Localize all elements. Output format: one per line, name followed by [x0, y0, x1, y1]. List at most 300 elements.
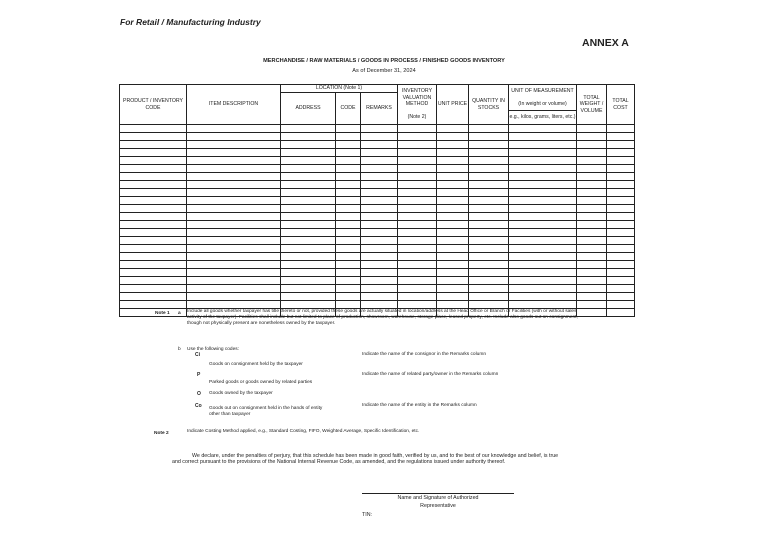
table-cell	[469, 245, 509, 253]
table-cell	[398, 253, 437, 261]
table-row	[120, 141, 635, 149]
table-cell	[336, 277, 361, 285]
table-cell	[281, 141, 336, 149]
table-cell	[607, 205, 635, 213]
table-cell	[577, 237, 607, 245]
table-cell	[361, 253, 398, 261]
table-cell	[398, 133, 437, 141]
table-cell	[469, 149, 509, 157]
table-cell	[577, 261, 607, 269]
table-cell	[607, 229, 635, 237]
table-cell	[361, 221, 398, 229]
table-cell	[398, 141, 437, 149]
col-header-uom-example: e.g., kilos, grams, liters, etc.)	[509, 111, 577, 125]
table-cell	[361, 229, 398, 237]
table-cell	[607, 149, 635, 157]
table-row	[120, 245, 635, 253]
table-row	[120, 277, 635, 285]
table-cell	[607, 141, 635, 149]
declaration-line1: We declare, under the penalties of perjury, that this schedule has been made in good faith, verified by us, and to the best of our knowledge and belief, is true	[192, 453, 559, 459]
table-cell	[509, 269, 577, 277]
table-cell	[398, 245, 437, 253]
table-cell	[187, 269, 281, 277]
table-cell	[398, 165, 437, 173]
code-ci: Ci	[195, 352, 200, 358]
table-cell	[398, 229, 437, 237]
table-cell	[437, 293, 469, 301]
table-cell	[607, 181, 635, 189]
table-cell	[469, 205, 509, 213]
table-cell	[120, 213, 187, 221]
table-cell	[120, 157, 187, 165]
table-cell	[120, 293, 187, 301]
col-header-quantity: QUANTITY IN STOCKS	[469, 85, 509, 125]
code-p-desc: Parked goods or goods owned by related parties	[209, 380, 313, 385]
table-cell	[281, 173, 336, 181]
table-cell	[336, 213, 361, 221]
table-cell	[469, 269, 509, 277]
table-cell	[437, 245, 469, 253]
code-ci-desc: Goods on consignment held by the taxpayer	[209, 362, 303, 367]
table-cell	[361, 181, 398, 189]
table-row	[120, 189, 635, 197]
table-row	[120, 301, 635, 309]
table-cell	[281, 301, 336, 309]
table-cell	[120, 253, 187, 261]
table-cell	[361, 157, 398, 165]
table-cell	[281, 165, 336, 173]
table-row	[120, 293, 635, 301]
table-cell	[509, 261, 577, 269]
table-cell	[336, 173, 361, 181]
table-cell	[281, 149, 336, 157]
table-row	[120, 165, 635, 173]
table-cell	[509, 197, 577, 205]
table-cell	[336, 301, 361, 309]
table-cell	[187, 133, 281, 141]
table-cell	[398, 221, 437, 229]
table-cell	[361, 213, 398, 221]
table-cell	[336, 149, 361, 157]
code-ci-remark: Indicate the name of the consignor in the Remarks column	[362, 352, 486, 357]
table-row	[120, 149, 635, 157]
table-cell	[120, 277, 187, 285]
table-cell	[509, 221, 577, 229]
table-cell	[398, 125, 437, 133]
table-row	[120, 213, 635, 221]
table-cell	[120, 309, 187, 317]
code-co-remark: Indicate the name of the entity in the Remarks column	[362, 403, 477, 408]
table-cell	[120, 149, 187, 157]
table-cell	[607, 165, 635, 173]
table-cell	[577, 229, 607, 237]
table-cell	[361, 237, 398, 245]
col-header-product: PRODUCT / INVENTORY CODE	[120, 85, 187, 125]
table-cell	[509, 165, 577, 173]
valuation-note: (Note 2)	[407, 114, 427, 121]
table-cell	[187, 181, 281, 189]
table-cell	[281, 157, 336, 165]
table-cell	[120, 237, 187, 245]
table-cell	[336, 221, 361, 229]
table-row	[120, 173, 635, 181]
table-cell	[607, 277, 635, 285]
table-cell	[607, 221, 635, 229]
industry-label: For Retail / Manufacturing Industry	[120, 17, 261, 27]
note1-label: Note 1	[155, 311, 170, 316]
table-cell	[509, 285, 577, 293]
table-cell	[509, 133, 577, 141]
declaration-line2: and correct pursuant to the provisions of the National Internal Revenue Code, as amended, and the regulations issued under authority thereof.	[172, 459, 506, 465]
col-header-location: LOCATION (Note 1)	[281, 85, 398, 93]
table-cell	[437, 165, 469, 173]
table-cell	[336, 261, 361, 269]
table-cell	[577, 157, 607, 165]
table-cell	[577, 277, 607, 285]
table-cell	[607, 189, 635, 197]
table-cell	[187, 261, 281, 269]
note1-b-text: Use the following codes:	[187, 347, 239, 352]
table-cell	[187, 245, 281, 253]
table-cell	[607, 285, 635, 293]
table-cell	[607, 253, 635, 261]
table-cell	[607, 237, 635, 245]
col-header-code: CODE	[336, 93, 361, 125]
table-cell	[509, 173, 577, 181]
table-cell	[187, 253, 281, 261]
table-cell	[437, 157, 469, 165]
table-cell	[469, 133, 509, 141]
inventory-table	[119, 84, 635, 317]
table-cell	[361, 141, 398, 149]
table-cell	[577, 293, 607, 301]
table-cell	[469, 125, 509, 133]
table-cell	[469, 189, 509, 197]
table-cell	[437, 125, 469, 133]
table-cell	[469, 165, 509, 173]
table-cell	[437, 301, 469, 309]
table-cell	[336, 133, 361, 141]
code-o-desc: Goods owned by the taxpayer	[209, 391, 273, 396]
table-cell	[607, 301, 635, 309]
table-cell	[577, 205, 607, 213]
table-cell	[437, 261, 469, 269]
table-cell	[607, 245, 635, 253]
table-cell	[120, 125, 187, 133]
code-p: P	[197, 372, 201, 378]
table-cell	[577, 165, 607, 173]
table-cell	[577, 141, 607, 149]
table-cell	[398, 149, 437, 157]
col-header-remarks: REMARKS	[361, 93, 398, 125]
col-header-description: ITEM DESCRIPTION	[187, 85, 281, 125]
table-cell	[469, 157, 509, 165]
table-cell	[187, 165, 281, 173]
table-cell	[577, 197, 607, 205]
table-cell	[336, 285, 361, 293]
table-cell	[336, 237, 361, 245]
table-cell	[509, 237, 577, 245]
table-cell	[398, 237, 437, 245]
table-cell	[187, 237, 281, 245]
col-header-valuation	[398, 85, 437, 125]
table-cell	[281, 237, 336, 245]
table-cell	[336, 157, 361, 165]
table-cell	[120, 285, 187, 293]
table-cell	[336, 125, 361, 133]
table-cell	[469, 253, 509, 261]
table-cell	[437, 133, 469, 141]
table-body	[120, 125, 635, 317]
table-cell	[120, 197, 187, 205]
table-cell	[281, 213, 336, 221]
table-row	[120, 261, 635, 269]
table-cell	[509, 181, 577, 189]
table-cell	[509, 301, 577, 309]
table-cell	[361, 189, 398, 197]
table-cell	[577, 269, 607, 277]
table-cell	[281, 189, 336, 197]
table-cell	[281, 261, 336, 269]
table-cell	[336, 189, 361, 197]
table-cell	[281, 205, 336, 213]
tin-label: TIN:	[362, 512, 373, 518]
table-cell	[607, 157, 635, 165]
note2-label: Note 2	[154, 431, 169, 436]
table-cell	[437, 221, 469, 229]
table-cell	[336, 269, 361, 277]
table-cell	[398, 269, 437, 277]
table-cell	[361, 205, 398, 213]
table-row	[120, 221, 635, 229]
table-cell	[187, 285, 281, 293]
table-cell	[469, 221, 509, 229]
code-p-remark: Indicate the name of related party/owner in the Remarks column	[362, 372, 499, 377]
table-cell	[469, 197, 509, 205]
table-cell	[281, 181, 336, 189]
table-cell	[469, 277, 509, 285]
note1-a-label: a	[178, 311, 181, 316]
col-header-uom	[509, 85, 577, 111]
table-cell	[361, 125, 398, 133]
table-cell	[577, 189, 607, 197]
table-cell	[437, 277, 469, 285]
table-cell	[577, 181, 607, 189]
table-row	[120, 125, 635, 133]
table-cell	[336, 197, 361, 205]
col-header-address: ADDRESS	[281, 93, 336, 125]
signature-label-1: Name and Signature of Authorized	[397, 495, 479, 501]
table-cell	[437, 181, 469, 189]
table-cell	[187, 157, 281, 165]
table-cell	[281, 133, 336, 141]
table-cell	[437, 253, 469, 261]
code-co: Co	[195, 403, 202, 409]
table-cell	[361, 269, 398, 277]
annex-label: ANNEX A	[582, 37, 629, 49]
table-cell	[120, 165, 187, 173]
table-cell	[281, 253, 336, 261]
table-cell	[336, 205, 361, 213]
table-cell	[607, 197, 635, 205]
table-cell	[361, 285, 398, 293]
table-cell	[361, 173, 398, 181]
table-cell	[187, 189, 281, 197]
table-cell	[607, 125, 635, 133]
table-cell	[437, 173, 469, 181]
note2-text: Indicate Costing Method applied, e.g., Standard Costing, FIFO, Weighted Average, Specific Identification, etc.	[187, 429, 420, 434]
table-row	[120, 285, 635, 293]
table-cell	[187, 205, 281, 213]
table-cell	[120, 229, 187, 237]
table-cell	[607, 173, 635, 181]
table-cell	[120, 269, 187, 277]
table-cell	[361, 133, 398, 141]
table-cell	[469, 261, 509, 269]
table-cell	[120, 221, 187, 229]
table-cell	[120, 141, 187, 149]
table-cell	[281, 245, 336, 253]
table-cell	[607, 133, 635, 141]
table-cell	[281, 229, 336, 237]
table-cell	[361, 149, 398, 157]
table-row	[120, 253, 635, 261]
table-cell	[398, 285, 437, 293]
table-cell	[187, 149, 281, 157]
table-cell	[437, 189, 469, 197]
table-cell	[398, 173, 437, 181]
table-cell	[336, 245, 361, 253]
table-cell	[361, 261, 398, 269]
table-cell	[607, 261, 635, 269]
table-cell	[577, 173, 607, 181]
table-cell	[281, 277, 336, 285]
table-cell	[437, 149, 469, 157]
table-cell	[577, 221, 607, 229]
table-cell	[361, 301, 398, 309]
table-cell	[509, 245, 577, 253]
table-row	[120, 133, 635, 141]
table-cell	[187, 173, 281, 181]
table-cell	[509, 277, 577, 285]
table-cell	[607, 293, 635, 301]
table-cell	[509, 205, 577, 213]
table-cell	[398, 181, 437, 189]
table-cell	[120, 181, 187, 189]
table-cell	[398, 157, 437, 165]
table-cell	[437, 213, 469, 221]
table-cell	[187, 197, 281, 205]
table-cell	[437, 269, 469, 277]
uom-sub: (In weight or volume)	[518, 100, 567, 107]
table-cell	[577, 245, 607, 253]
table-cell	[437, 237, 469, 245]
table-cell	[509, 141, 577, 149]
table-cell	[469, 301, 509, 309]
table-cell	[509, 149, 577, 157]
table-cell	[469, 141, 509, 149]
table-cell	[469, 293, 509, 301]
table-cell	[437, 205, 469, 213]
table-cell	[120, 205, 187, 213]
table-cell	[187, 301, 281, 309]
table-cell	[120, 133, 187, 141]
col-header-total-cost: TOTAL COST	[607, 85, 635, 125]
table-cell	[187, 221, 281, 229]
table-cell	[398, 213, 437, 221]
table-cell	[336, 253, 361, 261]
table-cell	[336, 141, 361, 149]
table-cell	[469, 173, 509, 181]
col-header-unit-price: UNIT PRICE	[437, 85, 469, 125]
table-cell	[577, 213, 607, 221]
table-cell	[509, 189, 577, 197]
as-of-date: As of December 31, 2024	[352, 68, 416, 74]
table-cell	[361, 197, 398, 205]
table-cell	[398, 301, 437, 309]
table-cell	[120, 261, 187, 269]
table-cell	[187, 293, 281, 301]
table-cell	[336, 181, 361, 189]
table-cell	[577, 301, 607, 309]
signature-line	[362, 493, 514, 494]
table-cell	[398, 189, 437, 197]
table-row	[120, 229, 635, 237]
table-cell	[187, 229, 281, 237]
table-row	[120, 205, 635, 213]
table-cell	[469, 229, 509, 237]
table-cell	[398, 261, 437, 269]
table-cell	[509, 213, 577, 221]
table-cell	[281, 293, 336, 301]
table-cell	[336, 165, 361, 173]
table-row	[120, 181, 635, 189]
table-cell	[577, 285, 607, 293]
table-cell	[361, 165, 398, 173]
table-cell	[577, 253, 607, 261]
table-cell	[509, 293, 577, 301]
table-cell	[607, 269, 635, 277]
table-cell	[607, 213, 635, 221]
table-cell	[469, 285, 509, 293]
table-cell	[281, 269, 336, 277]
table-cell	[281, 221, 336, 229]
table-row	[120, 197, 635, 205]
uom-label: UNIT OF MEASUREMENT	[511, 87, 574, 94]
table-cell	[398, 293, 437, 301]
table-cell	[120, 245, 187, 253]
table-cell	[509, 157, 577, 165]
note1-b-label: b	[178, 347, 181, 352]
table-cell	[361, 293, 398, 301]
table-cell	[187, 141, 281, 149]
table-cell	[437, 229, 469, 237]
table-row	[120, 157, 635, 165]
table-cell	[398, 277, 437, 285]
note1-a-text: Include all goods whether taxpayer has title thereto or not, provided these goods are actually situated in location/address at the Head Office or Branch or Facilities (with or without sales activity of the taxpayer). Facilities shall include but not limited to place of production, showroom, warehouse, storage place, leased property, etc. Include also goods out on consignment, though not physically present are nonetheless owned by the taxpayer.	[187, 309, 578, 327]
table-cell	[120, 189, 187, 197]
table-row	[120, 237, 635, 245]
table-cell	[361, 277, 398, 285]
table-cell	[281, 197, 336, 205]
table-cell	[187, 125, 281, 133]
table-cell	[607, 309, 635, 317]
table-cell	[336, 293, 361, 301]
code-co-desc: Goods out on consignment held in the hands of entity other than taxpayer	[209, 406, 323, 418]
signature-label-2: Representative	[420, 503, 456, 509]
table-cell	[120, 173, 187, 181]
valuation-label: INVENTORY VALUATION METHOD	[401, 88, 433, 108]
